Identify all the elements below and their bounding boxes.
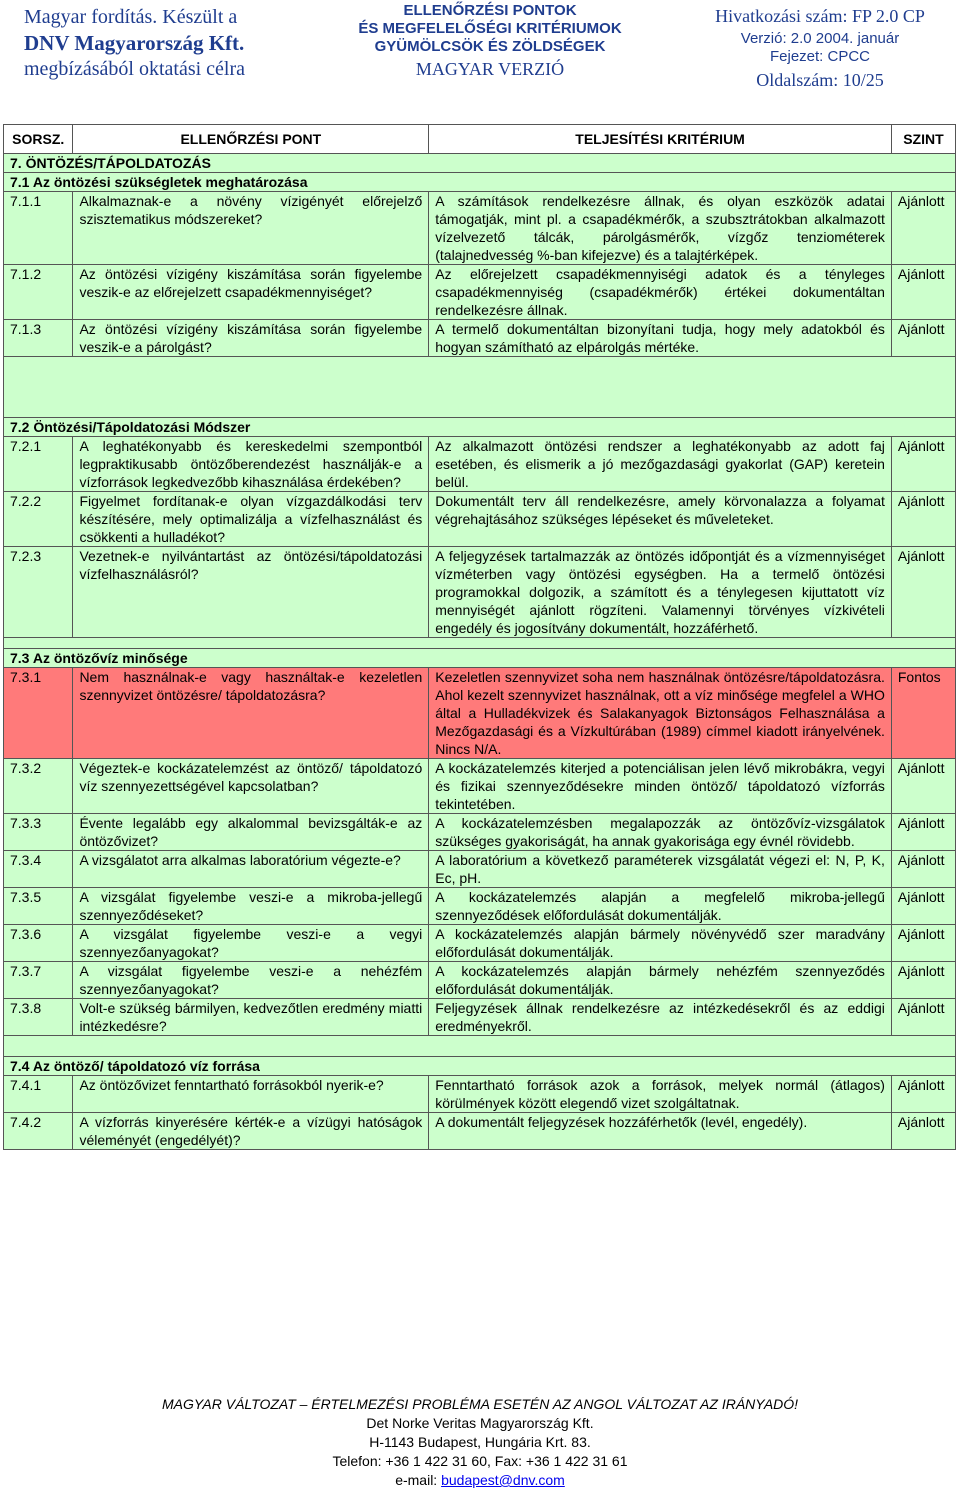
row-number: 7.4.2 xyxy=(4,1113,73,1150)
footer-address: H-1143 Budapest, Hungária Krt. 83. xyxy=(369,1434,591,1450)
table-row xyxy=(4,192,956,265)
section-row xyxy=(4,1057,956,1076)
row-number: 7.1.3 xyxy=(4,320,73,357)
footer-email-link[interactable]: budapest@dnv.com xyxy=(441,1472,565,1488)
header-center-line-4: MAGYAR VERZIÓ xyxy=(415,59,565,79)
row-level: Ajánlott xyxy=(891,962,955,999)
row-checkpoint: Az öntözővizet fenntartható forrásokból nyerik-e? xyxy=(73,1076,429,1113)
row-criteria: A termelő dokumentáltan bizonyítani tudja, hogy mely adatokból és hogyan számítható az elpárolgás mértéke. xyxy=(429,320,892,357)
table-row xyxy=(4,999,956,1036)
header-page-number: Oldalszám: 10/25 xyxy=(756,70,884,90)
row-number: 7.4.1 xyxy=(4,1076,73,1113)
column-header-level: SZINT xyxy=(891,125,955,154)
row-checkpoint: A vizsgálat figyelembe veszi-e a mikroba-jellegű szennyeződéseket? xyxy=(73,888,429,925)
header-center-line-3: GYÜMÖLCSÖK ÉS ZÖLDSÉGEK xyxy=(374,38,606,55)
header-center xyxy=(320,2,660,82)
row-number: 7.2.1 xyxy=(4,437,73,492)
row-criteria: A kockázatelemzésben megalapozzák az öntözővíz-vizsgálatok szükséges gyakoriságát, ha annak gyakorisága egy évnél rövidebb. xyxy=(429,814,892,851)
section-title: 7.4 Az öntöző/ tápoldatozó víz forrása xyxy=(4,1057,956,1076)
section-spacer xyxy=(4,357,956,418)
table-row xyxy=(4,1113,956,1150)
row-level: Fontos xyxy=(891,668,955,759)
table-row xyxy=(4,437,956,492)
row-criteria: Fenntartható források azok a források, melyek normál (átlagos) körülmények között elegendő vizet szolgáltatnak. xyxy=(429,1076,892,1113)
row-number: 7.3.1 xyxy=(4,668,73,759)
row-criteria: A kockázatelemzés alapján bármely növényvédő szer maradvány előfordulását dokumentálják. xyxy=(429,925,892,962)
row-checkpoint: Vezetnek-e nyilvántartást az öntözési/tápoldatozási vízfelhasználásról? xyxy=(73,547,429,638)
section-row xyxy=(4,173,956,192)
row-level: Ajánlott xyxy=(891,437,955,492)
chapter-row xyxy=(4,154,956,173)
footer-company: Det Norke Veritas Magyarország Kft. xyxy=(366,1415,594,1431)
row-number: 7.3.3 xyxy=(4,814,73,851)
table-row xyxy=(4,962,956,999)
section-row xyxy=(4,418,956,437)
section-row xyxy=(4,649,956,668)
row-number: 7.3.6 xyxy=(4,925,73,962)
row-checkpoint: A vízforrás kinyerésére kérték-e a vízügyi hatóságok véleményét (engedélyét)? xyxy=(73,1113,429,1150)
row-checkpoint: Az öntözési vízigény kiszámítása során figyelembe veszik-e a párolgást? xyxy=(73,320,429,357)
row-checkpoint: Nem használnak-e vagy használtak-e kezeletlen szennyvizet öntözésre/ tápoldatozásra? xyxy=(73,668,429,759)
row-checkpoint: A vizsgálat figyelembe veszi-e a nehézfém szennyezőanyagokat? xyxy=(73,962,429,999)
header-right xyxy=(690,2,950,94)
header-chapter: Fejezet: CPCC xyxy=(769,48,871,65)
header-left-line-1: Magyar fordítás. Készült a xyxy=(24,6,238,28)
header-center-line-1: ELLENŐRZÉSI PONTOK xyxy=(403,2,577,19)
header-center-line-2: ÉS MEGFELELŐSÉGI KRITÉRIUMOK xyxy=(358,20,622,37)
row-level: Ajánlott xyxy=(891,999,955,1036)
row-checkpoint: Alkalmaznak-e a növény vízigényét előrejelző szisztematikus módszereket? xyxy=(73,192,429,265)
page-header xyxy=(0,0,960,90)
row-number: 7.1.2 xyxy=(4,265,73,320)
table-row xyxy=(4,1076,956,1113)
section-spacer xyxy=(4,1036,956,1057)
column-header-no: SORSZ. xyxy=(4,125,73,154)
footer-phone: Telefon: +36 1 422 31 60, Fax: +36 1 422 31 61 xyxy=(332,1453,628,1469)
row-number: 7.3.7 xyxy=(4,962,73,999)
row-checkpoint: Végeztek-e kockázatelemzést az öntöző/ tápoldatozó víz szennyezettségével kapcsolatban? xyxy=(73,759,429,814)
row-level: Ajánlott xyxy=(891,814,955,851)
row-criteria: A kockázatelemzés alapján a megfelelő mikroba-jellegű szennyeződések előfordulását dokumentálják. xyxy=(429,888,892,925)
table-row xyxy=(4,759,956,814)
spacer-cell xyxy=(4,638,956,649)
header-version: Verzió: 2.0 2004. január xyxy=(740,30,900,47)
table-header-row xyxy=(4,125,956,154)
row-criteria: A feljegyzések tartalmazzák az öntözés időpontját és a vízmennyiséget vízméterben vagy öntözési egységben. Ha a termelő öntözési programokkal dolgozik, a számított és a ténylegesen kijuttatott víz mennyiségét ajánlott rögzíteni. Valamennyi törvényes vízkivételi engedély és jogosítvány dokumentált, hozzáférhető. xyxy=(429,547,892,638)
header-reference: Hivatkozási szám: FP 2.0 CP xyxy=(715,6,925,26)
row-level: Ajánlott xyxy=(891,492,955,547)
row-criteria: A számítások rendelkezésre állnak, és olyan eszközök adatai támogatják, mint pl. a csapadékmérők, a szubsztrátokban alkalmazott vízelvezető tálcák, párolgásmérők, vízgőz tenziométerek (talajnedvesség %-ban kifejezve) és a talajtérképek. xyxy=(429,192,892,265)
row-criteria: A kockázatelemzés kiterjed a potenciálisan jelen lévő mikrobákra, vegyi és fizikai szennyeződésekre minden öntöző/ tápoldatozó vízforrás tekintetében. xyxy=(429,759,892,814)
row-level: Ajánlott xyxy=(891,1113,955,1150)
row-level: Ajánlott xyxy=(891,265,955,320)
page-footer xyxy=(0,1395,960,1490)
table-row xyxy=(4,492,956,547)
row-number: 7.3.4 xyxy=(4,851,73,888)
column-header-criteria: TELJESÍTÉSI KRITÉRIUM xyxy=(429,125,892,154)
section-title: 7.2 Öntözési/Tápoldatozási Módszer xyxy=(4,418,956,437)
table-row xyxy=(4,547,956,638)
row-number: 7.3.5 xyxy=(4,888,73,925)
table-row xyxy=(4,851,956,888)
table-body xyxy=(4,154,956,1150)
row-criteria: A laboratórium a következő paraméterek vizsgálatát végezi el: N, P, K, Ec, pH. xyxy=(429,851,892,888)
header-left-line-3: megbízásából oktatási célra xyxy=(24,58,246,80)
row-level: Ajánlott xyxy=(891,888,955,925)
row-checkpoint: Volt-e szükség bármilyen, kedvezőtlen eredmény miatti intézkedésre? xyxy=(73,999,429,1036)
section-spacer xyxy=(4,638,956,649)
column-header-checkpoint: ELLENŐRZÉSI PONT xyxy=(73,125,429,154)
row-criteria: A dokumentált feljegyzések hozzáférhetők (levél, engedély). xyxy=(429,1113,892,1150)
checklist-table xyxy=(3,124,956,1150)
table-row xyxy=(4,265,956,320)
table-row xyxy=(4,925,956,962)
section-title: 7.1 Az öntözési szükségletek meghatározása xyxy=(4,173,956,192)
header-left xyxy=(24,4,314,82)
row-criteria: Feljegyzések állnak rendelkezésre az intézkedésekről és az eddigi eredményekről. xyxy=(429,999,892,1036)
row-criteria: Az alkalmazott öntözési rendszer a leghatékonyabb az adott faj esetében, és elismerik a jó mezőgazdasági gyakorlat (GAP) keretein belül. xyxy=(429,437,892,492)
row-checkpoint: A leghatékonyabb és kereskedelmi szempontból legpraktikusabb öntözőberendezést használják-e a vízforrások legkedvezőbb kihasználása érdekében? xyxy=(73,437,429,492)
row-criteria: A kockázatelemzés alapján bármely nehézfém szennyeződés előfordulását dokumentálják. xyxy=(429,962,892,999)
row-level: Ajánlott xyxy=(891,759,955,814)
row-criteria: Az előrejelzett csapadékmennyiségi adatok és a tényleges csapadékmennyiség (csapadékmérők) értékei dokumentáltan rendelkezésre állnak. xyxy=(429,265,892,320)
spacer-cell xyxy=(4,1036,956,1057)
header-left-line-2: DNV Magyarország Kft. xyxy=(24,31,245,55)
row-criteria: Dokumentált terv áll rendelkezésre, amely körvonalazza a folyamat végrehajtásához szükséges lépéseket és műveleteket. xyxy=(429,492,892,547)
row-checkpoint: A vizsgálatot arra alkalmas laboratórium végezte-e? xyxy=(73,851,429,888)
row-criteria: Kezeletlen szennyvizet soha nem használnak öntözésre/tápoldatozásra. Ahol kezelt szennyvizet használnak, ott a víz minősége megfelel a WHO által a Hulladékvizek és Salakanyagok Biztonságos Felhasználása a Mezőgazdasági és a Vízkultúrában (1989) címmel kiadott irányelvének. Nincs N/A. xyxy=(429,668,892,759)
spacer-cell xyxy=(4,357,956,418)
row-number: 7.3.8 xyxy=(4,999,73,1036)
row-level: Ajánlott xyxy=(891,547,955,638)
row-level: Ajánlott xyxy=(891,192,955,265)
row-number: 7.2.3 xyxy=(4,547,73,638)
chapter-title: 7. ÖNTÖZÉS/TÁPOLDATOZÁS xyxy=(4,154,956,173)
row-number: 7.3.2 xyxy=(4,759,73,814)
row-level: Ajánlott xyxy=(891,320,955,357)
table-row xyxy=(4,888,956,925)
footer-warning: MAGYAR VÁLTOZAT – ÉRTELMEZÉSI PROBLÉMA ESETÉN AZ ANGOL VÁLTOZAT AZ IRÁNYADÓ! xyxy=(161,1396,799,1412)
footer-email-line xyxy=(0,1471,960,1490)
section-title: 7.3 Az öntözővíz minősége xyxy=(4,649,956,668)
table-row xyxy=(4,320,956,357)
row-number: 7.2.2 xyxy=(4,492,73,547)
row-checkpoint: Az öntözési vízigény kiszámítása során figyelembe veszik-e az előrejelzett csapadékmennyiséget? xyxy=(73,265,429,320)
row-level: Ajánlott xyxy=(891,851,955,888)
table-row xyxy=(4,814,956,851)
row-number: 7.1.1 xyxy=(4,192,73,265)
row-checkpoint: Évente legalább egy alkalommal bevizsgálták-e az öntözővizet? xyxy=(73,814,429,851)
row-level: Ajánlott xyxy=(891,1076,955,1113)
row-checkpoint: Figyelmet fordítanak-e olyan vízgazdálkodási terv készítésére, mely optimalizálja a vízfelhasználást és csökkenti a hulladékot? xyxy=(73,492,429,547)
footer-email-label: e-mail: xyxy=(395,1472,442,1488)
table-row xyxy=(4,668,956,759)
row-checkpoint: A vizsgálat figyelembe veszi-e a vegyi szennyezőanyagokat? xyxy=(73,925,429,962)
row-level: Ajánlott xyxy=(891,925,955,962)
